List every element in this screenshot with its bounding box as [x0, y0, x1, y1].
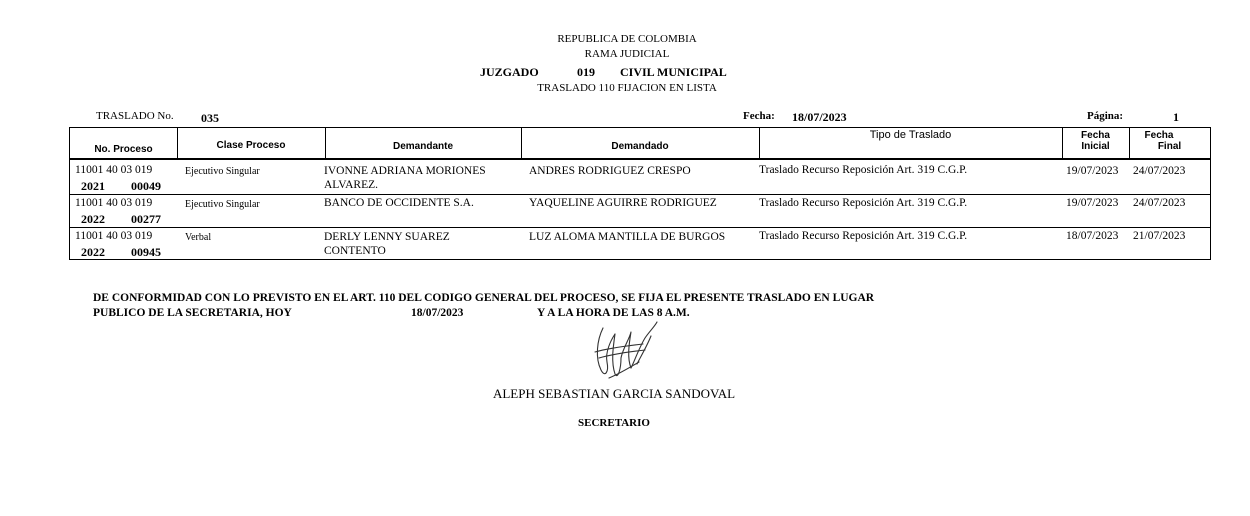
row-divider [70, 227, 1210, 228]
table-header-row [70, 128, 1210, 160]
header-fecha-final-2: Final [1157, 141, 1182, 152]
row2-proceso: 11001 40 03 019 [75, 197, 153, 209]
row2-fecha-final: 24/07/2023 [1133, 197, 1186, 209]
header-tipo-traslado: Tipo de Traslado [869, 129, 952, 141]
row2-fecha-inicial: 19/07/2023 [1066, 197, 1119, 209]
row1-proceso: 11001 40 03 019 [75, 164, 153, 176]
row1-demandante-2: ALVAREZ. [324, 179, 378, 191]
footer-date: 18/07/2023 [411, 307, 464, 319]
footer-hora: Y A LA HORA DE LAS 8 A.M. [537, 307, 690, 319]
header-fecha-inicial-1: Fecha [1081, 130, 1110, 141]
header-fecha-inicial-2: Inicial [1081, 141, 1110, 152]
row3-demandante-2: CONTENTO [324, 245, 386, 257]
row3-fecha-final: 21/07/2023 [1133, 230, 1186, 242]
row3-demandado: LUZ ALOMA MANTILLA DE BURGOS [529, 231, 726, 243]
traslado-number: 035 [201, 111, 219, 125]
row1-fecha-inicial: 19/07/2023 [1066, 165, 1119, 177]
row1-demandante-1: IVONNE ADRIANA MORIONES [324, 165, 486, 177]
row2-demandante-1: BANCO DE OCCIDENTE S.A. [324, 197, 474, 209]
row1-proceso-num: 00049 [131, 179, 161, 193]
fecha-label: Fecha: [743, 110, 775, 122]
header-juzgado-tipo: CIVIL MUNICIPAL [620, 65, 727, 79]
traslado-label: TRASLADO No. [96, 110, 174, 122]
row2-tipo: Traslado Recurso Reposición Art. 319 C.G.P. [759, 197, 968, 209]
row1-fecha-final: 24/07/2023 [1133, 165, 1186, 177]
row3-clase: Verbal [185, 232, 212, 243]
row2-proceso-year: 2022 [81, 212, 105, 226]
header-traslado-fijacion: TRASLADO 110 FIJACION EN LISTA [537, 82, 717, 94]
row2-proceso-num: 00277 [131, 212, 161, 226]
header-demandado: Demandado [611, 141, 669, 152]
row1-tipo: Traslado Recurso Reposición Art. 319 C.G.P. [759, 164, 968, 176]
signer-name: ALEPH SEBASTIAN GARCIA SANDOVAL [492, 386, 736, 401]
pagina-value: 1 [1173, 110, 1179, 124]
footer-conformidad-line1: DE CONFORMIDAD CON LO PREVISTO EN EL ART. 110 DEL CODIGO GENERAL DEL PROCESO, SE FIJA EL PRESENTE TRASLADO EN LUGAR [93, 292, 875, 304]
header-fecha-final-1: Fecha [1144, 130, 1174, 141]
row1-clase: Ejecutivo Singular [185, 166, 260, 177]
row3-demandante-1: DERLY LENNY SUAREZ [324, 231, 450, 243]
header-no-proceso: No. Proceso [94, 144, 153, 155]
row3-proceso: 11001 40 03 019 [75, 230, 153, 242]
row1-proceso-year: 2021 [81, 179, 105, 193]
footer-conformidad-line2: PUBLICO DE LA SECRETARIA, HOY [93, 307, 292, 319]
pagina-label: Página: [1087, 110, 1124, 122]
row3-tipo: Traslado Recurso Reposición Art. 319 C.G.P. [759, 230, 968, 242]
header-clase-proceso: Clase Proceso [216, 140, 286, 151]
row1-demandado: ANDRES RODRIGUEZ CRESPO [529, 165, 691, 177]
row3-proceso-num: 00945 [131, 245, 161, 259]
signature-image [585, 318, 665, 384]
header-juzgado-label: JUZGADO [480, 65, 539, 79]
row3-fecha-inicial: 18/07/2023 [1066, 230, 1119, 242]
header-juzgado-num: 019 [577, 65, 595, 79]
signer-role: SECRETARIO [578, 417, 650, 429]
row2-demandado: YAQUELINE AGUIRRE RODRIGUEZ [529, 197, 717, 209]
header-republica: REPUBLICA DE COLOMBIA [557, 33, 697, 45]
header-rama: RAMA JUDICIAL [584, 48, 670, 60]
row-divider [70, 194, 1210, 195]
row3-proceso-year: 2022 [81, 245, 105, 259]
row2-clase: Ejecutivo Singular [185, 199, 260, 210]
fecha-value: 18/07/2023 [792, 110, 847, 124]
header-demandante: Demandante [392, 141, 453, 152]
traslados-table [69, 127, 1211, 260]
